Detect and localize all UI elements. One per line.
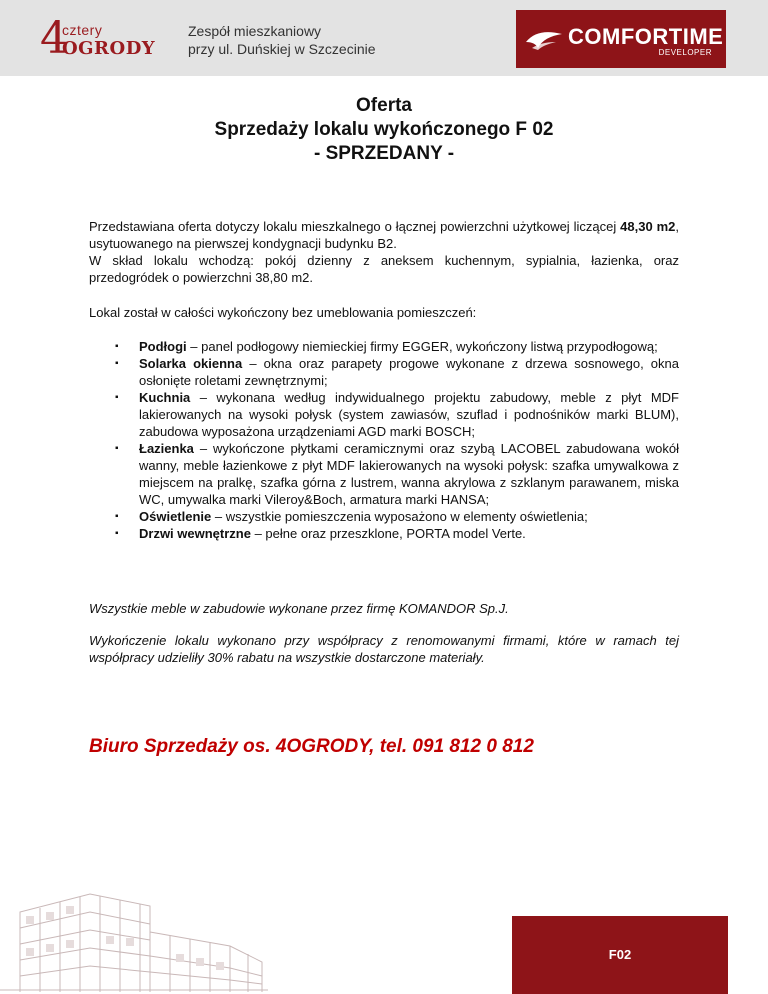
bullet-icon: ▪ <box>115 443 119 454</box>
title-line-2: Sprzedaży lokalu wykończonego F 02 <box>214 119 554 140</box>
feature-name: Podłogi <box>139 339 187 354</box>
feature-name: Kuchnia <box>139 390 191 405</box>
comfortime-logo <box>516 10 726 68</box>
feature-name: Solarka okienna <box>139 356 243 371</box>
feature-item <box>89 355 679 389</box>
intro-paragraph <box>89 218 679 286</box>
feature-description: – panel podłogowy niemieckiej firmy EGGER, wykończony listwą przypodłogową; <box>186 339 658 354</box>
feature-item <box>89 338 679 355</box>
feature-description: – wykończone płytkami ceramicznymi oraz szybą LACOBEL zabudowana wokół wanny, meble łazienkowe z płyt MDF lakierowanych na wysoki połysk: szafka umywalkowa z miejscem na pralkę, szafka górna z lustrem, wanna akrylowa z szklanym parawanem, miska WC, umywalka marki Vileroy&Boch, armatura marki HANSA; <box>139 441 679 507</box>
rooms-text: W skład lokalu wchodzą: pokój dzienny z aneksem kuchennym, sypialnia, łazienka, oraz przedogródek o powierzchni 38,80 m2. <box>89 253 679 285</box>
feature-item <box>89 508 679 525</box>
feature-description: – wszystkie pomieszczenia wyposażono w elementy oświetlenia; <box>211 509 588 524</box>
project-subtitle <box>188 22 376 58</box>
unit-code: F02 <box>608 947 632 962</box>
4ogrody-logo <box>40 13 162 64</box>
feature-description: – wykonana według indywidualnego projektu zabudowy, meble z płyt MDF lakierowanych na wysoki połysk (system zawiasów, szuflad i podnośników marki BLUM), zabudowa wyposażona urządzeniami AGD marki BOSCH; <box>139 390 679 439</box>
page-title <box>0 94 768 166</box>
title-line-1: Oferta <box>356 95 412 116</box>
unit-code-box <box>512 916 728 994</box>
area-value: 48,30 m2 <box>620 219 676 234</box>
title-line-3: - SPRZEDANY - <box>313 143 455 164</box>
finish-intro: Lokal został w całości wykończony bez umeblowania pomieszczeń: <box>89 305 477 320</box>
logo-four: 4 <box>40 13 68 64</box>
feature-name: Oświetlenie <box>139 509 212 524</box>
bullet-icon: ▪ <box>115 358 119 369</box>
feature-description: – pełne oraz przeszklone, PORTA model Verte. <box>250 526 526 541</box>
features-list <box>89 338 679 542</box>
header-banner <box>0 0 768 76</box>
wing-icon <box>524 28 564 52</box>
feature-name: Drzwi wewnętrzne <box>139 526 251 541</box>
building-illustration <box>0 872 268 994</box>
project-line-1: Zespół mieszkaniowy <box>188 23 322 39</box>
brand-subtitle: DEVELOPER <box>658 48 712 57</box>
bullet-icon: ▪ <box>115 511 119 522</box>
bullet-icon: ▪ <box>115 528 119 539</box>
logo-ogrody: OGRODY <box>62 38 156 59</box>
sales-office-contact: Biuro Sprzedaży os. 4OGRODY, tel. 091 812 0 812 <box>89 736 534 757</box>
furniture-note: Wszystkie meble w zabudowie wykonane przez firmę KOMANDOR Sp.J. <box>89 601 509 616</box>
bullet-icon: ▪ <box>115 341 119 352</box>
feature-description: – okna oraz parapety progowe wykonane z drzewa sosnowego, okna osłonięte roletami zewnętrznymi; <box>139 356 679 388</box>
feature-item <box>89 389 679 440</box>
intro-text-end: , usytuowanego na pierwszej kondygnacji budynku B2. <box>89 219 679 251</box>
feature-item <box>89 440 679 508</box>
cooperation-note: Wykończenie lokalu wykonano przy współpracy z renomowanymi firmami, które w ramach tej współpracy udzieliły 30% rabatu na wszystkie dostarczone materiały. <box>89 633 679 665</box>
project-line-2: przy ul. Duńskiej w Szczecinie <box>188 41 376 57</box>
brand-name: COMFORTIME <box>568 24 724 49</box>
feature-name: Łazienka <box>139 441 194 456</box>
feature-item <box>89 525 679 542</box>
bullet-icon: ▪ <box>115 392 119 403</box>
intro-text-start: Przedstawiana oferta dotyczy lokalu mieszkalnego o łącznej powierzchni użytkowej liczącej <box>89 219 621 234</box>
logo-cztery: cztery <box>62 22 103 38</box>
